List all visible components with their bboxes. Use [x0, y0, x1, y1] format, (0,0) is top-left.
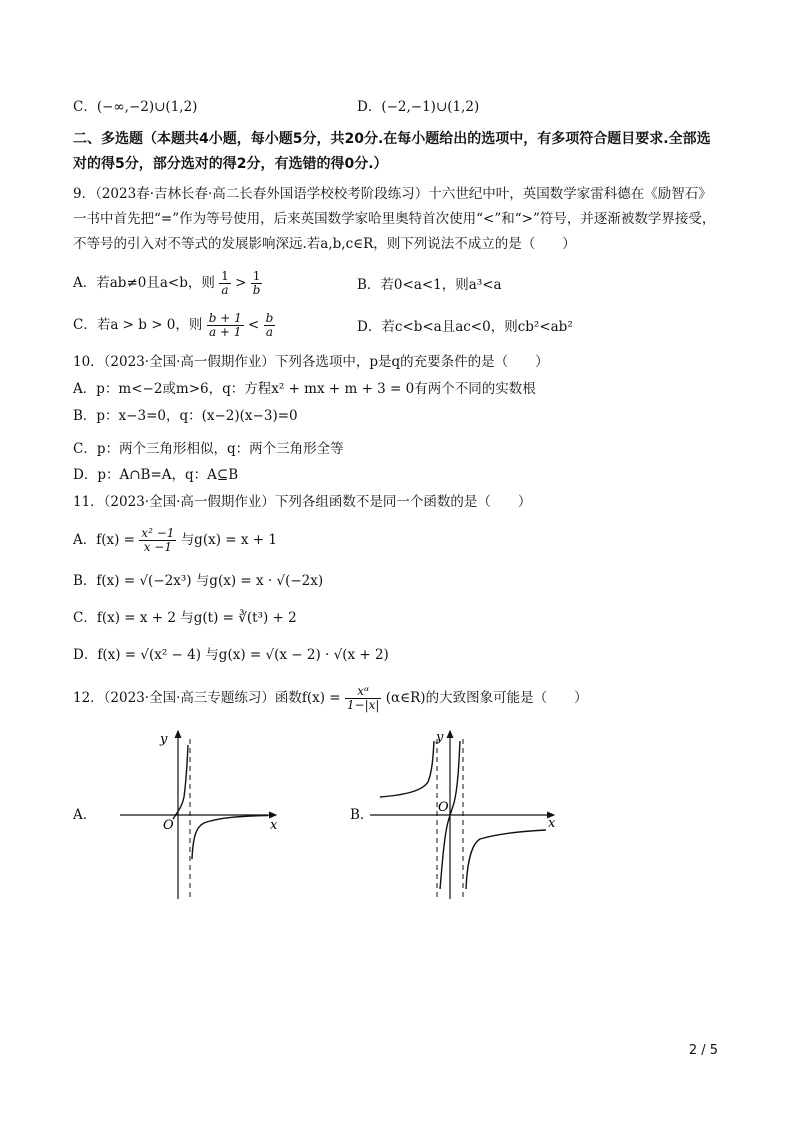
q9-option-a-gt: > [235, 275, 247, 291]
q11-stem: 11．（2023·全国·高一假期作业）下列各组函数不是同一个函数的是（ ） [73, 494, 532, 510]
curve-far-right [466, 830, 546, 889]
q12-stem-fraction [345, 685, 382, 712]
frac-numerator: b + 1 [208, 311, 242, 325]
q11-option-a-fraction [139, 527, 176, 554]
axis-y-label: y [436, 730, 444, 745]
frac-numerator: x² −1 [141, 526, 175, 540]
q8-option-c: C．(−∞,−2)∪(1,2) [73, 99, 198, 115]
q11-option-d: D．f(x) = √(x² − 4) 与g(x) = √(x − 2) · √(x + 2) [73, 647, 389, 663]
q9-stem-line2: 一书中首先把“=”作为等号使用，后来英国数学家哈里奥特首次使用“<”和“>”符号，并逐渐被数学界接受， [73, 211, 716, 227]
frac-numerator: 1 [251, 270, 263, 284]
q10-option-d: D．p：A∩B=A，q：A⊆B [73, 467, 239, 483]
q12-graph-a [120, 727, 280, 902]
q9-option-b: B．若0<a<1，则a³<a [357, 277, 502, 293]
frac-numerator: xᵅ [345, 685, 382, 699]
q9-option-a-right-fraction [251, 270, 263, 297]
frac-numerator: 1 [221, 269, 229, 283]
q9-option-d: D．若c<b<a且ac<0，则cb²<ab² [357, 319, 573, 335]
q9-option-c [73, 312, 275, 339]
q9-option-a-left-fraction [219, 270, 231, 297]
q10-option-b: B．p：x−3=0，q：(x−2)(x−3)=0 [73, 408, 298, 424]
q9-stem-line1: 9．（2023春·吉林长春·高二长春外国语学校校考阶段练习）十六世纪中叶，英国数学家雷科德在《励智石》 [73, 186, 712, 202]
frac-denominator: a [221, 283, 229, 297]
q10-stem: 10．（2023·全国·高一假期作业）下列各选项中，p是q的充要条件的是（ ） [73, 354, 549, 370]
q11-option-a-suffix: 与g(x) = x + 1 [180, 532, 277, 548]
section-heading-line2: 对的得5分，部分选对的得2分，有选错的得0分.） [73, 156, 388, 172]
frac-denominator: a [265, 325, 274, 339]
q9-stem-line3: 不等号的引入对不等式的发展影响深远.若a,b,c∈R，则下列说法不成立的是（ ） [73, 236, 576, 252]
frac-denominator: b [252, 283, 261, 297]
q9-option-c-prefix: C．若a > b > 0，则 [73, 317, 203, 333]
axis-x-label: x [548, 816, 556, 831]
curve-left [173, 745, 188, 819]
q11-option-a-prefix: A．f(x) = [73, 532, 135, 548]
frac-denominator: a + 1 [208, 325, 242, 339]
axis-x-label: x [270, 818, 278, 833]
q9-option-a-prefix: A．若ab≠0且a<b，则 [73, 275, 215, 291]
q12-graph-b [370, 727, 560, 902]
q9-option-c-lt: < [248, 317, 260, 333]
q8-option-d: D．(−2,−1)∪(1,2) [357, 99, 480, 115]
page-number: 2 / 5 [688, 1043, 718, 1058]
q11-option-b: B．f(x) = √(−2x³) 与g(x) = x · √(−2x) [73, 573, 324, 589]
q12-graph-b-label: B． [350, 807, 374, 823]
q9-option-c-right-fraction [264, 312, 276, 339]
axis-y-label: y [160, 732, 168, 747]
section-heading-line1: 二、多选题（本题共4小题，每小题5分，共20分.在每小题给出的选项中，有多项符合题目要求.全部选 [73, 131, 711, 147]
origin-label: O [163, 818, 174, 833]
q10-option-a: A．p：m<−2或m>6，q：方程x² + mx + m + 3 = 0有两个不同的实数根 [73, 381, 536, 397]
q12-graph-a-label: A． [73, 807, 97, 823]
q12-stem-suffix: (α∈R)的大致图象可能是（ ） [385, 690, 588, 706]
frac-denominator: 1−|x| [346, 698, 380, 712]
frac-denominator: x −1 [143, 540, 172, 554]
origin-label: O [438, 800, 449, 815]
q9-option-c-left-fraction [207, 312, 244, 339]
q12-stem-prefix: 12．（2023·全国·高三专题练习）函数f(x) = [73, 690, 341, 706]
curve-right [192, 816, 268, 860]
curve-far-left [380, 741, 434, 797]
q11-option-c: C．f(x) = x + 2 与g(t) = ∛(t³) + 2 [73, 610, 297, 626]
q9-option-a [73, 270, 262, 297]
frac-numerator: b [265, 311, 274, 325]
q10-option-c: C．p：两个三角形相似，q：两个三角形全等 [73, 441, 344, 457]
q12-stem [73, 685, 588, 712]
q11-option-a [73, 527, 277, 554]
